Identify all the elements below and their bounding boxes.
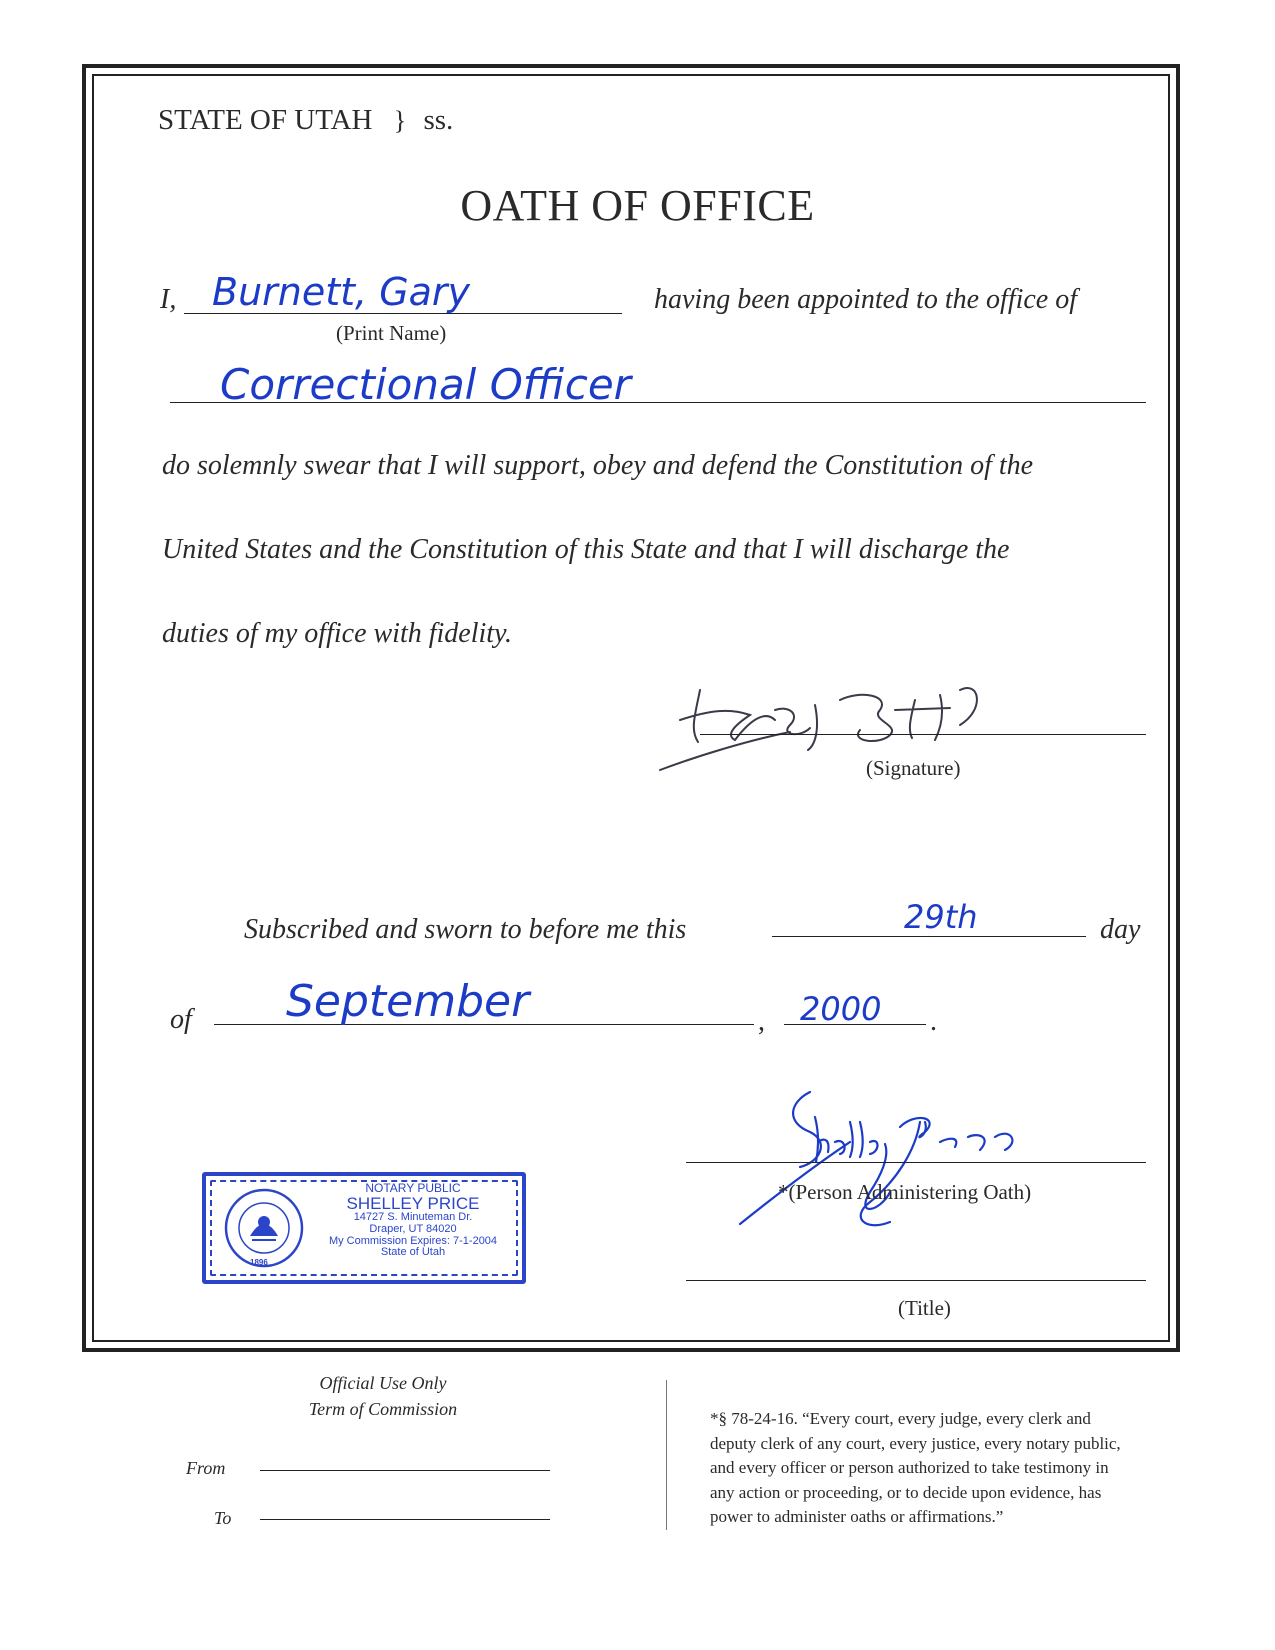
stamp-state: State of Utah [380,1246,446,1259]
state-heading [158,104,453,137]
footnote-line-1: *§ 78-24-16. “Every court, every judge, every clerk and [710,1409,1091,1428]
handwritten-day: 29th [904,898,978,936]
footnote-line-4: any action or proceeding, or to decide upon evidence, has [710,1482,1102,1502]
stamp-commission-expiry: My Commission Expires: 7-1-2004 [328,1234,498,1247]
footer-divider [666,1380,667,1530]
subscribed-text: Subscribed and sworn to before me this [244,914,687,945]
administering-line [686,1162,1146,1163]
from-label: From [186,1458,226,1478]
appointed-text: having been appointed to the office of [654,284,1078,315]
stamp-text-block [308,1182,518,1259]
from-line [260,1470,550,1471]
to-line [260,1519,550,1520]
handwritten-name: Burnett, Gary [212,270,471,314]
stamp-city: Draper, UT 84020 [369,1222,457,1235]
footnote-line-3: and every officer or person authorized to take testimony in [710,1458,1109,1477]
title-line [686,1280,1146,1281]
administering-caption: *(Person Administering Oath) [778,1180,1032,1204]
day-line [772,936,1086,937]
footnote-line-5: power to administer oaths or affirmations.” [710,1507,1004,1526]
official-use-heading: Official Use Only [319,1373,447,1393]
comma: , [758,1006,765,1037]
day-text: day [1100,914,1141,945]
print-name-caption: (Print Name) [336,321,447,345]
handwritten-month: September [286,976,530,1027]
state-name: STATE OF UTAH [158,104,373,136]
oath-line-1: do solemnly swear that I will support, obey and defend the Constitution of the [162,450,1034,481]
oath-line-3: duties of my office with fidelity. [162,618,512,649]
to-label: To [214,1508,232,1528]
notary-stamp [202,1172,526,1284]
stamp-notary-public: NOTARY PUBLIC [365,1181,461,1195]
document-title: OATH OF OFFICE [460,181,815,230]
handwritten-office: Correctional Officer [220,360,631,409]
footnote-line-2: deputy clerk of any court, every justice, every notary public, [710,1433,1121,1453]
signature-caption: (Signature) [866,756,961,780]
statute-footnote [710,1407,1121,1530]
title-caption: (Title) [898,1296,951,1320]
brace: } [393,106,407,135]
term-of-commission-heading: Term of Commission [308,1399,458,1419]
officer-signature [640,670,1040,780]
of-text: of [170,1004,192,1035]
i-prefix: I, [160,284,177,315]
stamp-notary-name: SHELLEY PRICE [346,1193,480,1213]
stamp-address: 14727 S. Minuteman Dr. [353,1211,473,1224]
ss-label: ss. [423,104,454,136]
oath-line-2: United States and the Constitution of this State and that I will discharge the [162,534,1010,565]
period: . [930,1006,937,1037]
signature-line [700,734,1146,735]
handwritten-year: 2000 [800,990,882,1028]
seal-year: 1896 [250,1258,268,1267]
notary-signature [730,1082,1090,1232]
